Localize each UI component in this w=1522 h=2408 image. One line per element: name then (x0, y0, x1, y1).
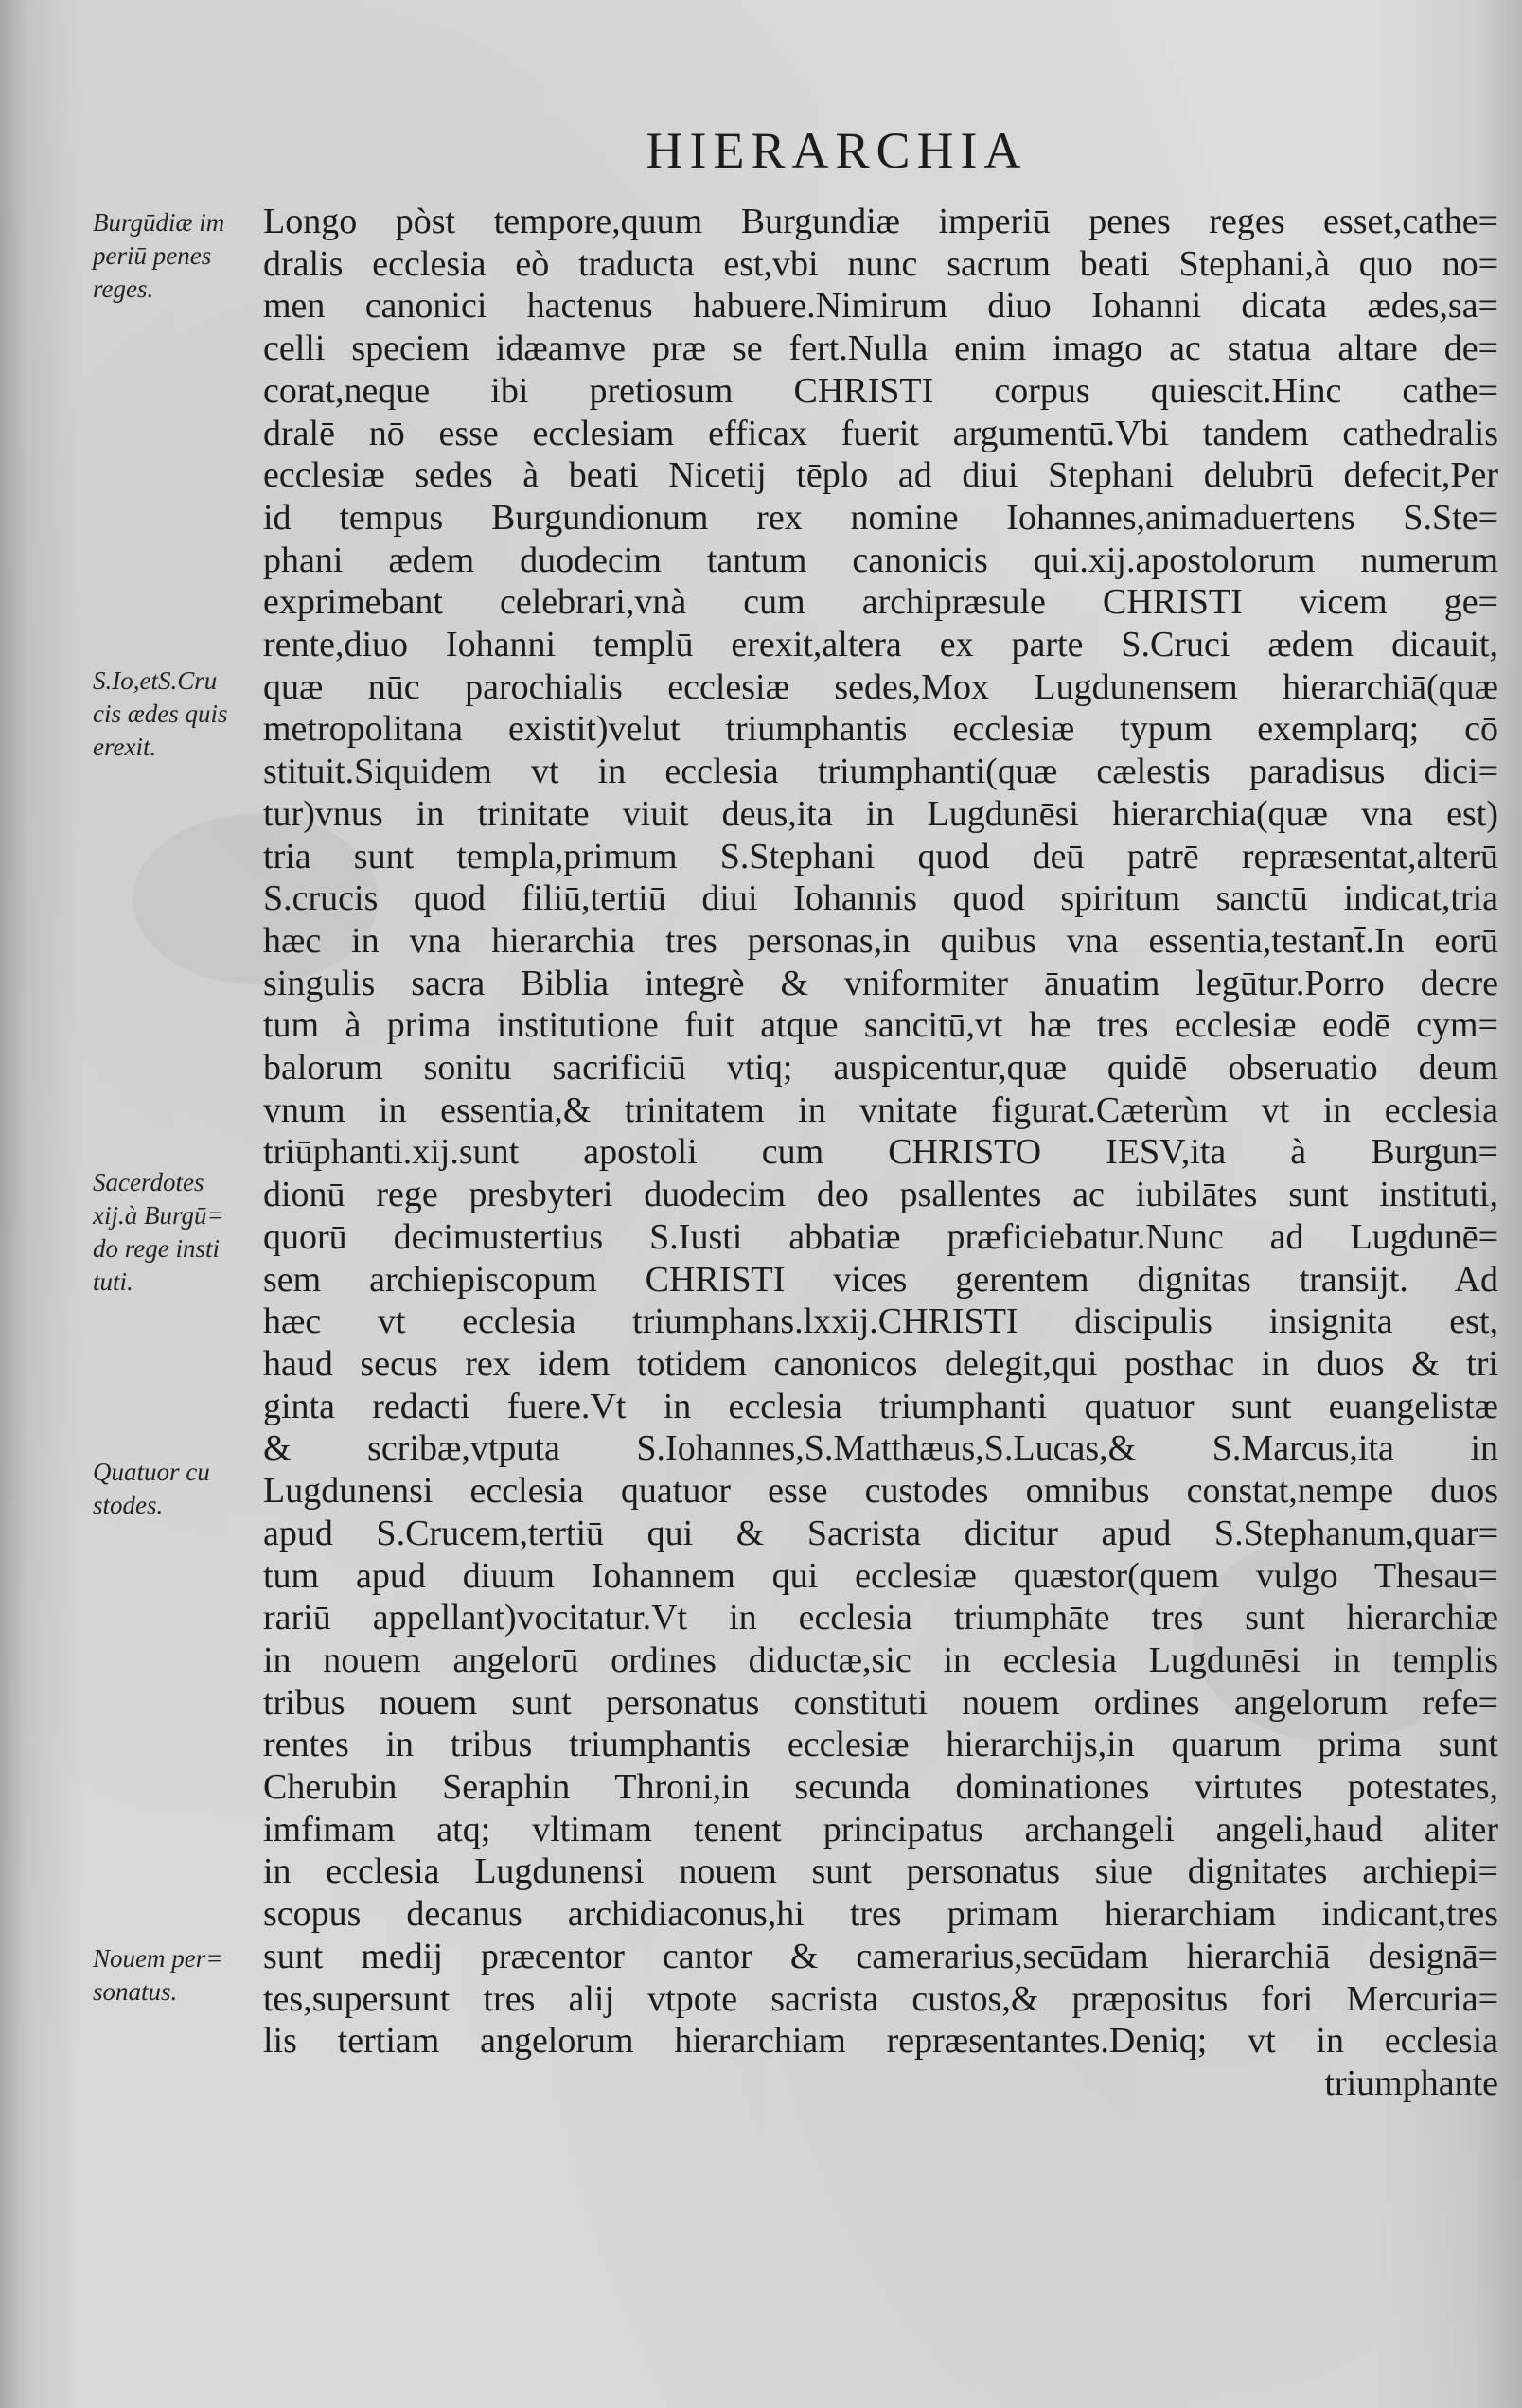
marginal-note-line: Burgūdiæ im (93, 208, 225, 237)
marginal-note-line: sonatus. (93, 1977, 178, 2006)
marginal-note-nine-offices (93, 1942, 261, 2009)
marginal-note-line: periū penes (93, 241, 212, 270)
marginal-note-custodians (93, 1456, 261, 1522)
text-line: tria sunt templa,primum S.Stephani quod deū patrē repræsentat,alterū (263, 836, 1498, 876)
body-text (263, 201, 1498, 2105)
marginal-note-line: S.Io,etS.Cru (93, 666, 218, 695)
marginal-note-line: stodes. (93, 1491, 164, 1519)
text-line: dionū rege presbyteri duodecim deo psallentes ac iubilātes sunt instituti, (263, 1175, 1498, 1215)
text-line: triumphante (1324, 2063, 1498, 2103)
running-head: HIERARCHIA (646, 122, 1028, 179)
text-line: sunt medij præcentor cantor & camerarius,secūdam hierarchiā designā= (263, 1936, 1498, 1976)
marginal-note-burgundy (93, 206, 261, 306)
text-line: tum à prima institutione fuit atque sancitū,vt hæ tres ecclesiæ eodē cym= (263, 1005, 1498, 1046)
marginal-note-line: Nouem per= (93, 1944, 223, 1973)
text-line: hæc vt ecclesia triumphans.lxxij.CHRISTI discipulis insignita est, (263, 1301, 1498, 1342)
marginal-note-line: do rege insti (93, 1234, 220, 1263)
text-line: hæc in vna hierarchia tres personas,in quibus vna essentia,testant̄.In eorū (263, 920, 1498, 961)
text-line: singulis sacra Biblia integrè & vniformiter ānuatim legūtur.Porro decre (263, 963, 1498, 1003)
text-line: lis tertiam angelorum hierarchiam repræsentantes.Deniq; vt in ecclesia (263, 2021, 1498, 2062)
text-line: scopus decanus archidiaconus,hi tres primam hierarchiam indicant,tres (263, 1894, 1498, 1935)
text-line: tum apud diuum Iohannem qui ecclesiæ quæstor(quem vulgo Thesau= (263, 1555, 1498, 1596)
marginal-note-priests (93, 1166, 261, 1299)
text-line: celli speciem idæamve præ se fert.Nulla enim imago ac statua altare de= (263, 328, 1498, 369)
text-line: id tempus Burgundionum rex nomine Iohannes,animaduertens S.Ste= (263, 497, 1498, 538)
text-line: imfimam atq; vltimam tenent principatus archangeli angeli,haud aliter (263, 1809, 1498, 1850)
text-line: tes,supersunt tres alij vtpote sacrista custos,& præpositus fori Mercuria= (263, 1978, 1498, 2019)
marginal-note-line: erexit. (93, 733, 157, 761)
text-line: in ecclesia Lugdunensi nouem sunt personatus siue dignitates archiepi= (263, 1851, 1498, 1892)
text-line: dralis ecclesia eò traducta est,vbi nunc sacrum beati Stephani,à quo no= (263, 243, 1498, 284)
text-line: triūphanti.xij.sunt apostoli cum CHRISTO IESV,ita à Burgun= (263, 1132, 1498, 1173)
marginal-note-line: Sacerdotes (93, 1168, 204, 1196)
text-line: corat,neque ibi pretiosum CHRISTI corpus quiescit.Hinc cathe= (263, 370, 1498, 411)
text-line: metropolitana existit)velut triumphantis ecclesiæ typum exemplarq; cō (263, 709, 1498, 750)
text-line: dralē nō esse ecclesiam efficax fuerit argumentū.Vbi tandem cathedralis (263, 413, 1498, 453)
marginal-note-line: xij.à Burgū= (93, 1201, 224, 1230)
text-line: Lugdunensi ecclesia quatuor esse custodes omnibus constat,nempe duos (263, 1471, 1498, 1512)
text-line: men canonici hactenus habuere.Nimirum diuo Iohanni dicata ædes,sa= (263, 286, 1498, 327)
text-line: quorū decimustertius S.Iusti abbatiæ præficiebatur.Nunc ad Lugdunē= (263, 1216, 1498, 1257)
marginal-note-line: tuti. (93, 1267, 133, 1296)
text-line: stituit.Siquidem vt in ecclesia triumphanti(quæ cælestis paradisus dici= (263, 752, 1498, 792)
text-line: apud S.Crucem,tertiū qui & Sacrista dicitur apud S.Stephanum,quar= (263, 1513, 1498, 1553)
text-line: sem archiepiscopum CHRISTI vices gerentem dignitas transijt. Ad (263, 1259, 1498, 1300)
text-line: rariū appellant)vocitatur.Vt in ecclesia triumphāte tres sunt hierarchiæ (263, 1598, 1498, 1638)
marginal-note-line: reges. (93, 274, 154, 303)
text-line: exprimebant celebrari,vnà cum archipræsule CHRISTI vicem ge= (263, 582, 1498, 623)
text-line: ginta redacti fuere.Vt in ecclesia triumphanti quatuor sunt euangelistæ (263, 1386, 1498, 1426)
text-line: Cherubin Seraphin Throni,in secunda dominationes virtutes potestates, (263, 1767, 1498, 1808)
text-line: vnum in essentia,& trinitatem in vnitate figurat.Cæterùm vt in ecclesia (263, 1089, 1498, 1130)
text-line: tur)vnus in trinitate viuit deus,ita in Lugdunēsi hierarchia(quæ vna est) (263, 793, 1498, 834)
text-line: Longo pòst tempore,quum Burgundiæ imperiū penes reges esset,cathe= (263, 202, 1498, 241)
text-line: ecclesiæ sedes à beati Nicetij tēplo ad diui Stephani delubrū defecit,Per (263, 455, 1498, 496)
text-line: haud secus rex idem totidem canonicos delegit,qui posthac in duos & tri (263, 1343, 1498, 1384)
text-line: rentes in tribus triumphantis ecclesiæ hierarchijs,in quarum prima sunt (263, 1725, 1498, 1765)
text-line: tribus nouem sunt personatus constituti nouem ordines angelorum refe= (263, 1682, 1498, 1723)
text-line: quæ nūc parochialis ecclesiæ sedes,Mox Lugdunensem hierarchiā(quæ (263, 666, 1498, 707)
text-line: S.crucis quod filiū,tertiū diui Iohannis quod spiritum sanctū indicat,tria (263, 878, 1498, 919)
marginal-note-line: cis ædes quis (93, 699, 228, 728)
text-line: rente,diuo Iohanni templū erexit,altera ex parte S.Cruci ædem dicauit, (263, 625, 1498, 665)
text-line: phani ædem duodecim tantum canonicis qui.xij.apostolorum numerum (263, 540, 1498, 580)
marginal-note-line: Quatuor cu (93, 1458, 210, 1486)
text-line: & scribæ,vtputa S.Iohannes,S.Matthæus,S.Lucas,& S.Marcus,ita in (263, 1428, 1498, 1469)
text-line: in nouem angelorū ordines diductæ,sic in ecclesia Lugdunēsi in templis (263, 1639, 1498, 1680)
marginal-note-temples (93, 664, 261, 764)
text-line: balorum sonitu sacrificiū vtiq; auspicentur,quæ quidē obseruatio deum (263, 1048, 1498, 1089)
